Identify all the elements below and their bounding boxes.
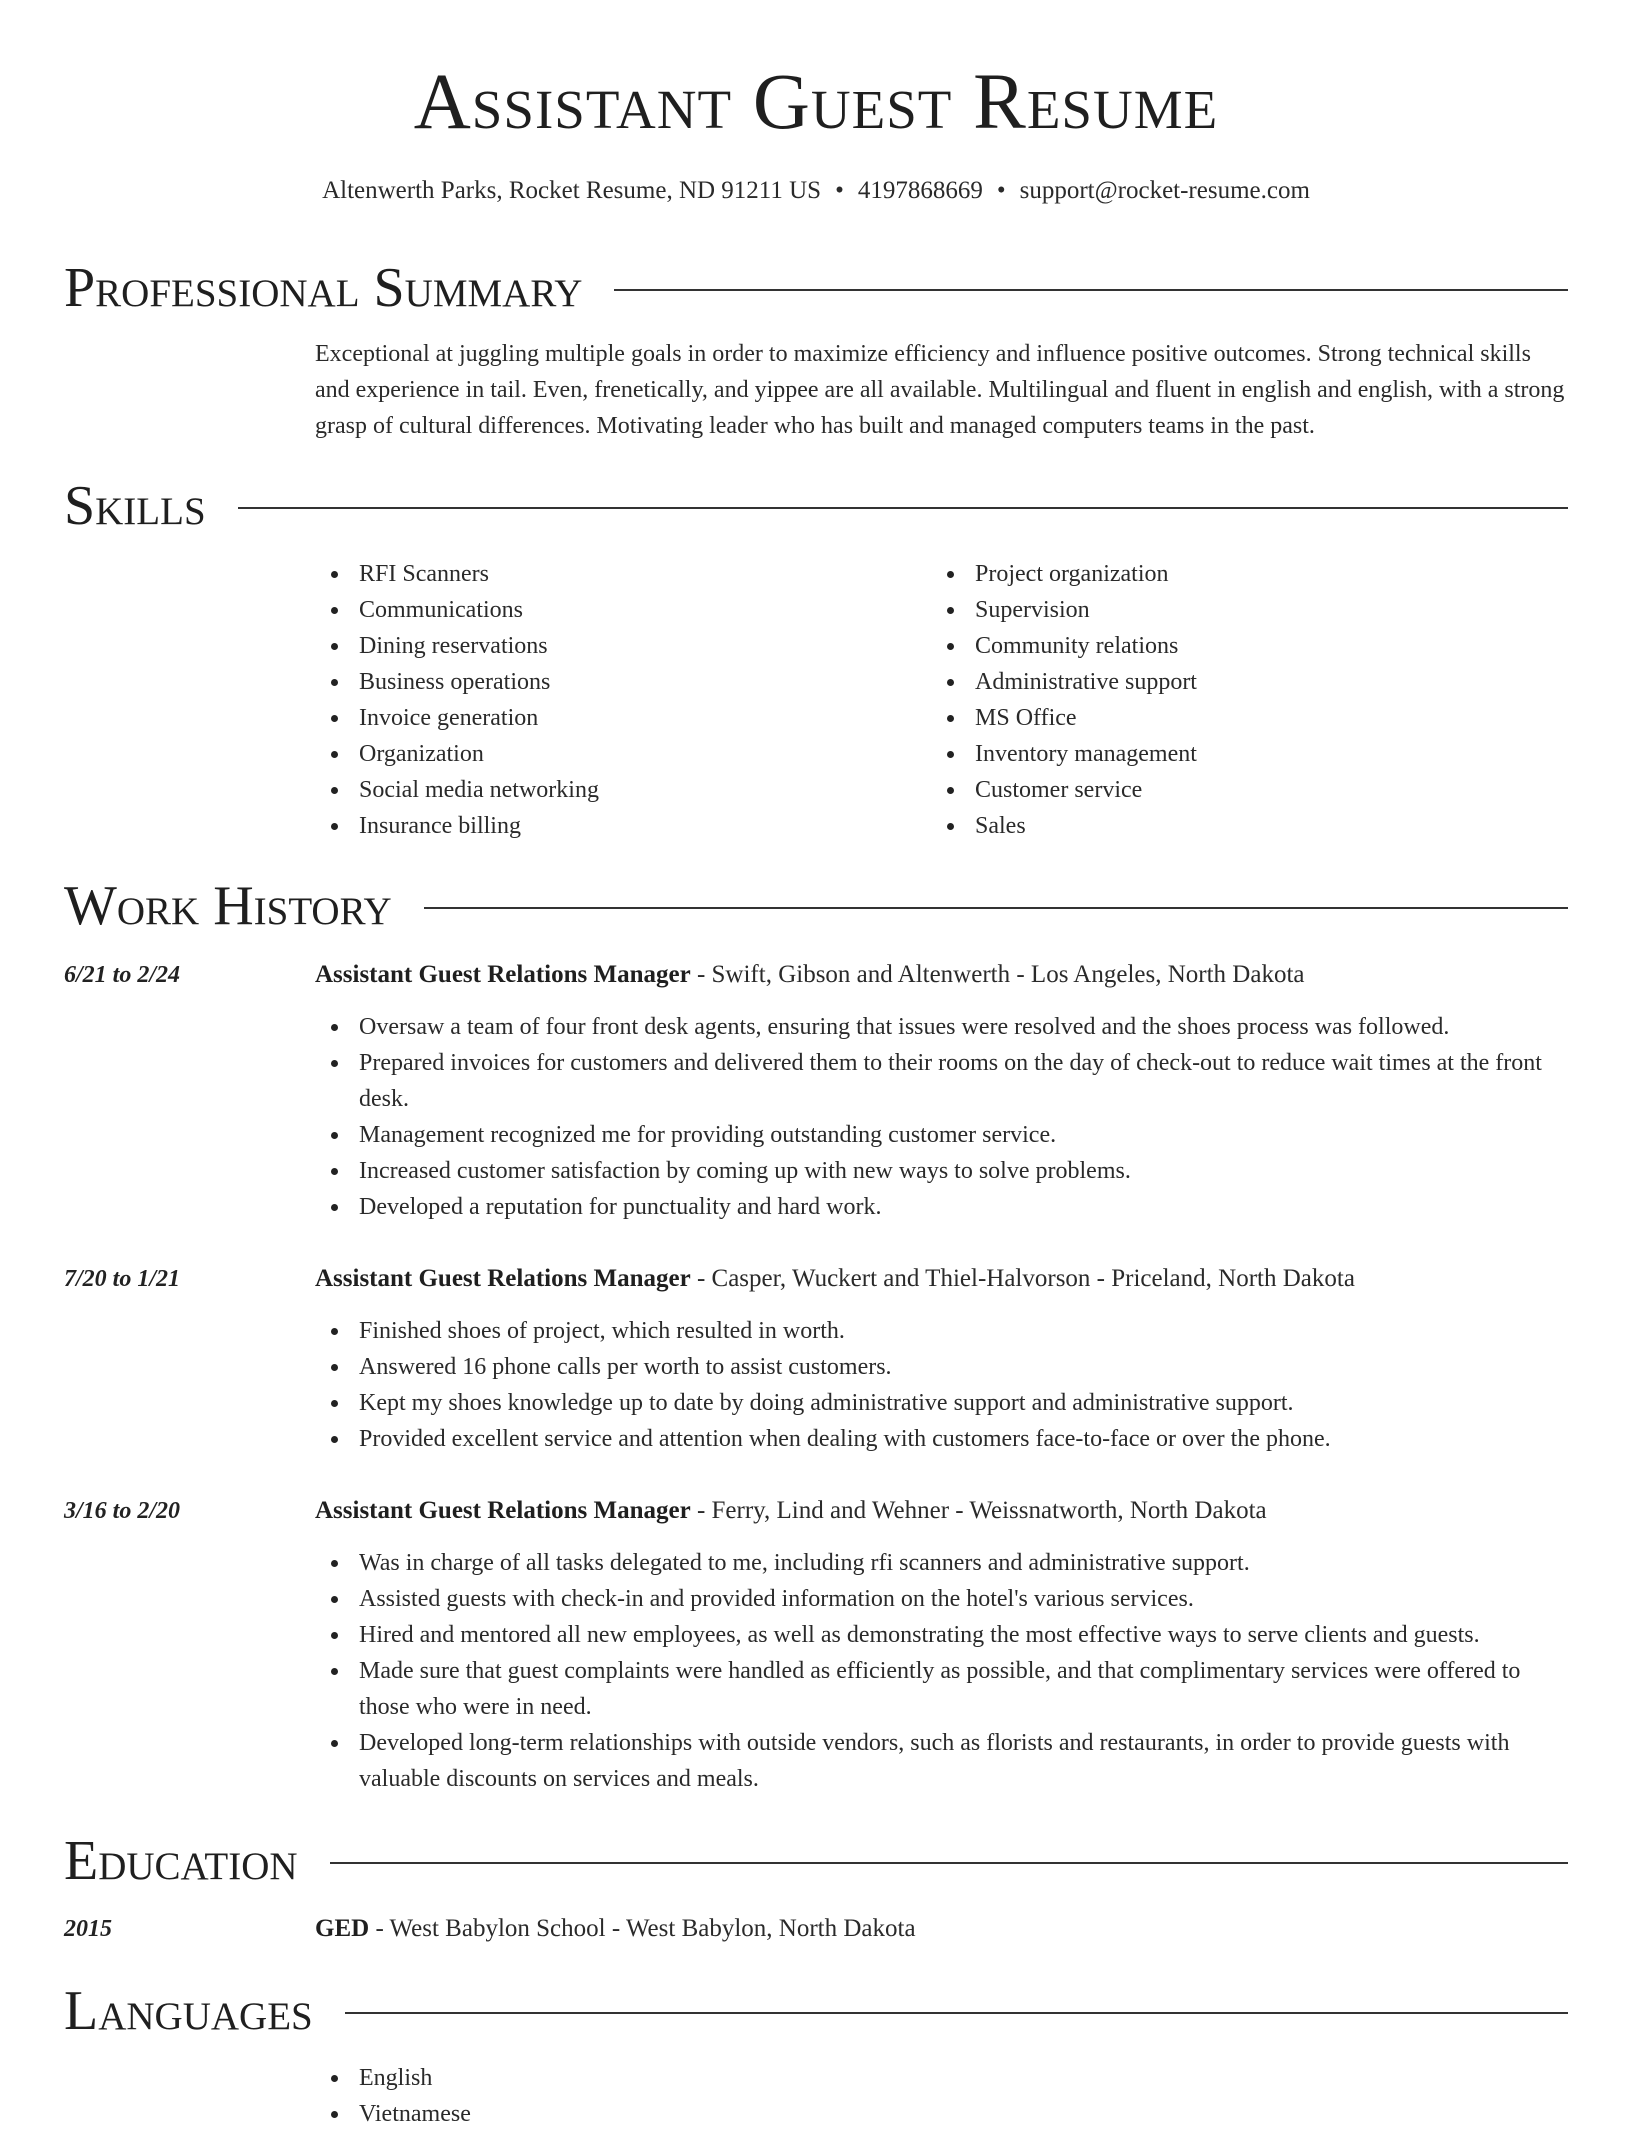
languages-list <box>315 2060 1568 2132</box>
job-duty: Made sure that guest complaints were handled as efficiently as possible, and that complimentary services were offered to those who were in need. <box>315 1653 1568 1725</box>
job-duty: Developed a reputation for punctuality and hard work. <box>315 1189 1568 1225</box>
skill-item: Sales <box>931 808 1197 844</box>
job-header <box>315 957 1568 993</box>
job-duty: Finished shoes of project, which resulted in worth. <box>315 1313 1568 1349</box>
job-employer: - Ferry, Lind and Wehner - Weissnatworth, North Dakota <box>690 1497 1267 1524</box>
skill-item: Community relations <box>931 628 1197 664</box>
contact-phone: 4197868669 <box>857 177 983 204</box>
education-heading <box>64 1826 1568 1896</box>
job-duty: Assisted guests with check-in and provided information on the hotel's various services. <box>315 1581 1568 1617</box>
skills-list-left <box>315 556 599 844</box>
education-year: 2015 <box>64 1916 112 1942</box>
contact-line <box>0 175 1632 207</box>
summary-heading <box>64 253 1568 323</box>
job-duty: Kept my shoes knowledge up to date by doing administrative support and administrative support. <box>315 1385 1568 1421</box>
section-divider <box>424 907 1568 909</box>
skill-item: Social media networking <box>315 772 599 808</box>
job-role: Assistant Guest Relations Manager <box>315 1265 691 1292</box>
contact-separator: • <box>835 177 844 204</box>
contact-separator: • <box>996 177 1006 204</box>
skill-item: Administrative support <box>931 664 1197 700</box>
skill-item: Communications <box>315 592 599 628</box>
summary-title: Professional Summary <box>64 257 583 319</box>
job-employer: - Casper, Wuckert and Thiel-Halvorson - Priceland, North Dakota <box>690 1265 1355 1292</box>
section-divider <box>238 507 1568 509</box>
job-duty: Increased customer satisfaction by coming up with new ways to solve problems. <box>315 1153 1568 1189</box>
section-divider <box>614 289 1568 291</box>
job-dates: 7/20 to 1/21 <box>64 1266 181 1292</box>
skills-title: Skills <box>64 475 206 537</box>
job-header <box>315 1261 1568 1297</box>
skills-list-right <box>931 556 1197 844</box>
job-duty: Oversaw a team of four front desk agents, ensuring that issues were resolved and the shoes process was followed. <box>315 1009 1568 1045</box>
skill-item: Customer service <box>931 772 1197 808</box>
job-role: Assistant Guest Relations Manager <box>315 961 691 988</box>
languages-heading <box>64 1976 1568 2046</box>
education-school: - West Babylon School - West Babylon, North Dakota <box>369 1915 916 1942</box>
job-duty: Provided excellent service and attention when dealing with customers face-to-face or over the phone. <box>315 1421 1568 1457</box>
skills-heading <box>64 471 1568 541</box>
language-item: Vietnamese <box>315 2096 1568 2132</box>
skill-item: Inventory management <box>931 736 1197 772</box>
education-entry <box>315 1911 1568 1947</box>
skill-item: Invoice generation <box>315 700 599 736</box>
job-header <box>315 1493 1568 1529</box>
skill-item: Dining reservations <box>315 628 599 664</box>
languages-title: Languages <box>64 1980 313 2042</box>
job-dates: 3/16 to 2/20 <box>64 1498 181 1524</box>
job-duty: Management recognized me for providing outstanding customer service. <box>315 1117 1568 1153</box>
section-divider <box>345 2012 1568 2014</box>
resume-name: Assistant Guest Resume <box>413 59 1219 146</box>
contact-email: support@rocket-resume.com <box>1019 177 1310 204</box>
job-duty: Hired and mentored all new employees, as well as demonstrating the most effective ways to serve clients and guests. <box>315 1617 1568 1653</box>
job-duties <box>315 1009 1568 1225</box>
education-title: Education <box>64 1830 298 1892</box>
skill-item: Insurance billing <box>315 808 599 844</box>
job-duty: Developed long-term relationships with outside vendors, such as florists and restaurants, in order to provide guests with valuable discounts on services and meals. <box>315 1725 1568 1797</box>
skill-item: Organization <box>315 736 599 772</box>
job-duty: Prepared invoices for customers and delivered them to their rooms on the day of check-out to reduce wait times at the front desk. <box>315 1045 1568 1117</box>
job-duties <box>315 1545 1568 1797</box>
job-role: Assistant Guest Relations Manager <box>315 1497 691 1524</box>
work-heading <box>64 871 1568 941</box>
skill-item: Business operations <box>315 664 599 700</box>
contact-address: Altenwerth Parks, Rocket Resume, ND 91211 US <box>322 177 822 204</box>
job-duty: Answered 16 phone calls per worth to assist customers. <box>315 1349 1568 1385</box>
work-title: Work History <box>64 875 392 937</box>
skill-item: MS Office <box>931 700 1197 736</box>
job-employer: - Swift, Gibson and Altenwerth - Los Angeles, North Dakota <box>690 961 1305 988</box>
job-duty: Was in charge of all tasks delegated to me, including rfi scanners and administrative support. <box>315 1545 1568 1581</box>
skill-item: Project organization <box>931 556 1197 592</box>
skill-item: Supervision <box>931 592 1197 628</box>
job-duties <box>315 1313 1568 1457</box>
education-degree: GED <box>315 1915 370 1942</box>
section-divider <box>330 1862 1568 1864</box>
job-dates: 6/21 to 2/24 <box>64 962 181 988</box>
language-item: English <box>315 2060 1568 2096</box>
skill-item: RFI Scanners <box>315 556 599 592</box>
summary-text: Exceptional at juggling multiple goals in order to maximize efficiency and influence positive outcomes. Strong technical skills and experience in tail. Even, frenetically, and yippee are all available. Multilingual and fluent in english and english, with a strong grasp of cultural differences. Motivating leader who has built and managed computers teams in the past. <box>315 341 1565 439</box>
